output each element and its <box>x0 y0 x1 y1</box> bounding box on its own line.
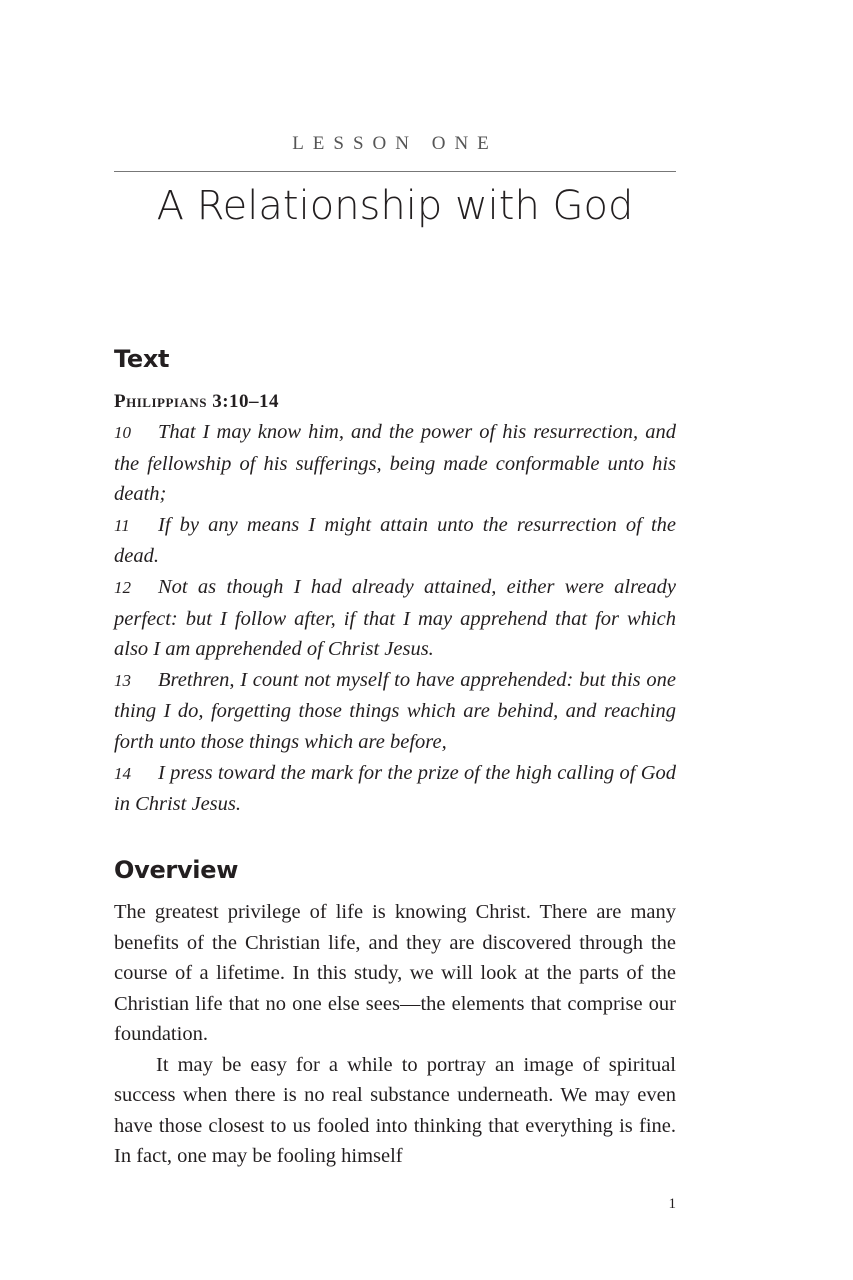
verse <box>114 417 676 510</box>
verse-text: Not as though I had already attained, either were already perfect: but I follow after, if that I may apprehend that for which also I am apprehended of Christ Jesus. <box>114 575 676 661</box>
overview-section-heading: Overview <box>114 856 239 884</box>
lesson-label: LESSON ONE <box>292 133 498 154</box>
verse-number: 11 <box>114 515 130 535</box>
verse-number: 10 <box>114 423 131 442</box>
verse-text: If by any means I might attain unto the resurrection of the dead. <box>114 513 676 568</box>
verse-text: I press toward the mark for the prize of the high calling of God in Christ Jesus. <box>114 761 676 816</box>
verse-number: 13 <box>114 670 131 690</box>
verse-number: 12 <box>114 577 131 597</box>
lesson-title: A Relationship with God <box>156 183 634 229</box>
verse <box>114 665 676 758</box>
scripture-passage <box>114 417 676 820</box>
text-section-heading: Text <box>114 345 170 373</box>
overview-body <box>114 897 676 1172</box>
verse-text: That I may know him, and the power of his resurrection, and the fellowship of his sufferings, being made conformable unto his death; <box>114 421 676 506</box>
scripture-reference: Philippians 3:10–14 <box>114 391 280 412</box>
verse-text: Brethren, I count not myself to have apprehended: but this one thing I do, forgetting those things which are behind, and reaching forth unto those things which are before, <box>114 668 676 753</box>
verse <box>114 758 676 820</box>
verse <box>114 572 676 665</box>
overview-paragraph: It may be easy for a while to portray an image of spiritual success when there is no real substance underneath. We may even have those closest to us fooled into thinking that everything is fine. In fact, one may be fooling himself <box>114 1053 676 1167</box>
page-number: 1 <box>668 1196 676 1212</box>
overview-paragraph: The greatest privilege of life is knowing Christ. There are many benefits of the Christian life, and they are discovered through the course of a lifetime. In this study, we will look at the parts of the Christian life that no one else sees—the elements that comprise our foundation. <box>114 901 676 1045</box>
verse-number: 14 <box>114 763 131 783</box>
header-divider <box>114 171 676 172</box>
verse <box>114 510 676 572</box>
